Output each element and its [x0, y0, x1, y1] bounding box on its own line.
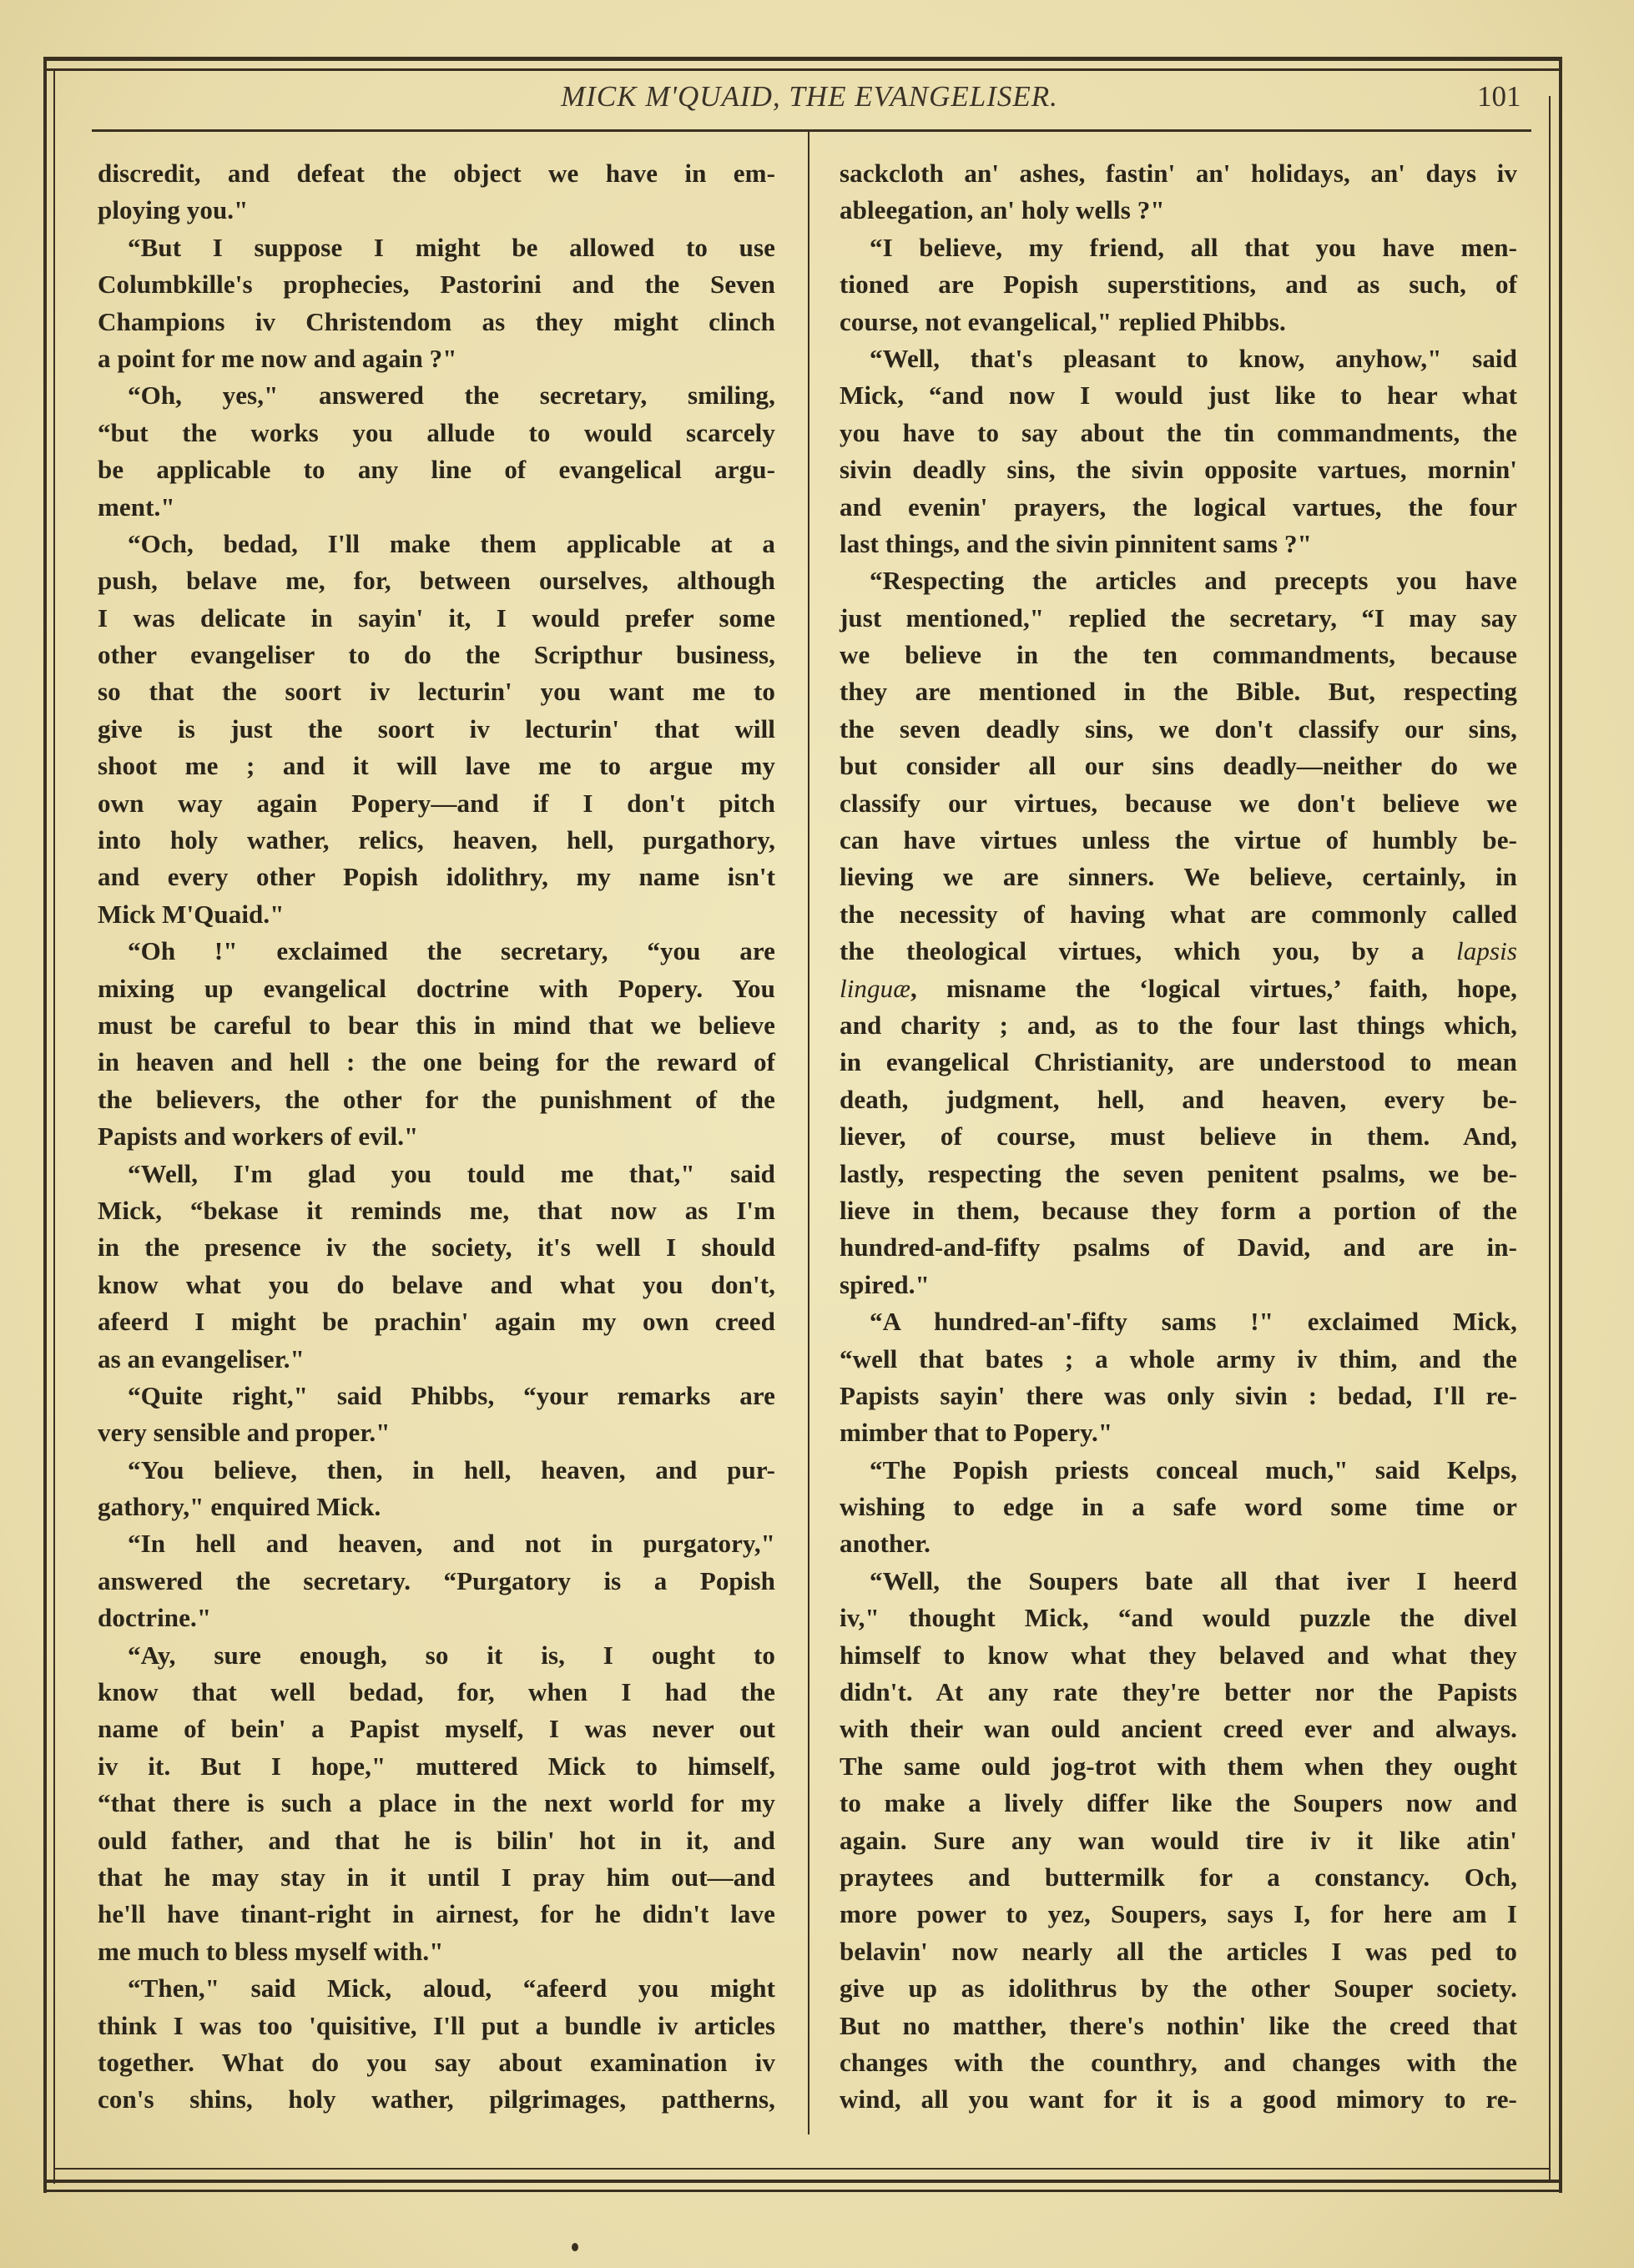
line-text: ould father, and that he is bilin' hot in it, and	[98, 1825, 775, 1855]
line-text: “You believe, then, in hell, heaven, and pur-	[128, 1454, 775, 1484]
text-line	[98, 1859, 775, 1896]
text-line	[98, 377, 775, 414]
line-text: “that there is such a place in the next world for my	[98, 1788, 775, 1818]
text-line	[98, 933, 775, 970]
text-line	[98, 711, 775, 748]
line-text: ploying you."	[98, 195, 249, 225]
text-line	[840, 1785, 1517, 1822]
text-line	[840, 1600, 1517, 1636]
text-line	[840, 1414, 1517, 1451]
line-text: himself to know what they belaved and what they	[840, 1640, 1517, 1670]
text-line	[98, 2008, 775, 2044]
line-text: wishing to edge in a safe word some time or	[840, 1492, 1517, 1522]
line-text: Papists sayin' there was only sivin : bedad, I'll re-	[840, 1380, 1517, 1410]
line-text: but consider all our sins deadly—neither do we	[840, 751, 1517, 781]
line-text: the necessity of having what are commonly called	[840, 899, 1517, 929]
line-text: doctrine."	[98, 1603, 212, 1633]
text-line	[840, 1156, 1517, 1192]
line-text: Mick, “bekase it reminds me, that now as I'm	[98, 1195, 775, 1225]
line-text: discredit, and defeat the object we have in em-	[98, 159, 775, 188]
text-line	[98, 1118, 775, 1155]
text-line	[840, 748, 1517, 784]
text-line	[98, 1229, 775, 1266]
text-line	[840, 859, 1517, 895]
line-text: can have virtues unless the virtue of humbly be-	[840, 825, 1517, 855]
line-text: “A hundred-an'-fifty sams !" exclaimed Mick,	[870, 1307, 1517, 1337]
line-text: that he may stay in it until I pray him out—and	[98, 1862, 775, 1892]
text-line	[840, 1118, 1517, 1155]
text-line	[98, 1822, 775, 1859]
top-rule-outer	[43, 57, 1562, 61]
line-text: Mick M'Quaid."	[98, 899, 285, 929]
text-line	[840, 1081, 1517, 1118]
right-rule-outer	[1559, 57, 1562, 2193]
text-line	[840, 489, 1517, 526]
line-text: “Well, the Soupers bate all that iver I heerd	[870, 1565, 1517, 1595]
running-header-title: MICK M'QUAID, THE EVANGELISER.	[561, 80, 1058, 113]
line-text: give is just the soort iv lecturin' that will	[98, 713, 775, 743]
text-line	[840, 1822, 1517, 1859]
text-line	[840, 1637, 1517, 1674]
left-rule-inner	[53, 68, 55, 2184]
text-line	[840, 1525, 1517, 1562]
text-line	[840, 1229, 1517, 1266]
line-text: Papists and workers of evil."	[98, 1121, 419, 1152]
line-text: into holy wather, relics, heaven, hell, purgathory,	[98, 825, 775, 855]
text-line	[98, 748, 775, 784]
text-line	[98, 896, 775, 933]
text-line	[98, 526, 775, 562]
text-line	[840, 266, 1517, 303]
text-line	[98, 1896, 775, 1933]
top-rule-inner	[43, 68, 1562, 71]
line-text: “Och, bedad, I'll make them applicable at a	[128, 528, 775, 558]
text-line	[840, 822, 1517, 859]
text-line	[98, 1192, 775, 1229]
text-line	[98, 1414, 775, 1451]
line-text: “Oh, yes," answered the secretary, smiling,	[128, 381, 775, 411]
text-line	[98, 637, 775, 673]
line-text: we believe in the ten commandments, because	[840, 640, 1517, 670]
text-line	[98, 859, 775, 895]
text-line	[840, 1192, 1517, 1229]
line-text: and evenin' prayers, the logical vartues, the four	[840, 491, 1517, 522]
line-text: “Then," said Mick, aloud, “afeerd you might	[128, 1973, 775, 2003]
line-text: so that the soort iv lecturin' you want me to	[98, 677, 775, 707]
line-text: ment."	[98, 491, 175, 522]
text-line	[840, 2008, 1517, 2044]
line-text: push, belave me, for, between ourselves, although	[98, 566, 775, 596]
line-text: I was delicate in sayin' it, I would prefer some	[98, 602, 775, 633]
line-text: “The Popish priests conceal much," said Kelps,	[870, 1454, 1517, 1484]
text-line	[840, 377, 1517, 414]
right-rule-inner	[1549, 96, 1551, 2182]
line-text: didn't. At any rate they're better nor the Papists	[840, 1677, 1517, 1707]
text-line	[98, 1489, 775, 1525]
bottom-rule-inner	[55, 2168, 1549, 2170]
text-line	[98, 2081, 775, 2118]
line-text: “Well, that's pleasant to know, anyhow," said	[870, 343, 1517, 373]
line-text: in the presence iv the society, it's well I should	[98, 1232, 775, 1263]
column-divider	[808, 132, 809, 2134]
line-text: “well that bates ; a whole army iv thim, and the	[840, 1343, 1517, 1373]
line-text: gathory," enquired Mick.	[98, 1492, 381, 1522]
bottom-rule-outer	[43, 2190, 1562, 2192]
text-line	[98, 2044, 775, 2081]
text-line	[98, 822, 775, 859]
text-line	[98, 192, 775, 229]
line-text: as an evangeliser."	[98, 1343, 305, 1373]
text-line	[840, 451, 1517, 488]
line-text: last things, and the sivin pinnitent sams ?"	[840, 528, 1312, 558]
line-text: Mick, “and now I would just like to hear what	[840, 381, 1517, 411]
text-line	[840, 1341, 1517, 1378]
text-line	[840, 1303, 1517, 1340]
right-column	[840, 155, 1517, 2119]
text-line	[840, 933, 1517, 970]
text-line	[98, 1637, 775, 1674]
text-line	[840, 1748, 1517, 1785]
text-line	[840, 1896, 1517, 1933]
line-text: answered the secretary. “Purgatory is a Popish	[98, 1565, 775, 1595]
line-text: just mentioned," replied the secretary, “I may say	[840, 602, 1517, 633]
line-text: know what you do belave and what you don't,	[98, 1269, 775, 1299]
line-text: with their wan ould ancient creed ever and always.	[840, 1714, 1517, 1744]
left-column	[98, 155, 775, 2119]
line-text: iv," thought Mick, “and would puzzle the divel	[840, 1603, 1517, 1633]
line-text: more power to yez, Soupers, says I, for here am I	[840, 1899, 1517, 1929]
line-text: mimber that to Popery."	[840, 1418, 1113, 1448]
line-text: Champions iv Christendom as they might clinch	[98, 306, 775, 336]
line-text: very sensible and proper."	[98, 1418, 391, 1448]
line-text: wind, all you want for it is a good mimory to re-	[840, 2084, 1517, 2114]
text-line	[98, 451, 775, 488]
text-line	[98, 1563, 775, 1600]
line-text: belavin' now nearly all the articles I was ped to	[840, 1936, 1517, 1966]
line-text: But no matther, there's nothin' like the creed that	[840, 2010, 1517, 2040]
text-line	[840, 1563, 1517, 1600]
text-line	[98, 673, 775, 710]
line-text: in evangelical Christianity, are understood to mean	[840, 1047, 1517, 1077]
text-line	[840, 1378, 1517, 1414]
text-line	[98, 1156, 775, 1192]
text-line	[98, 1600, 775, 1636]
text-line	[840, 711, 1517, 748]
line-text: “Ay, sure enough, so it is, I ought to	[128, 1640, 775, 1670]
text-line	[98, 785, 775, 822]
line-text: they are mentioned in the Bible. But, respecting	[840, 677, 1517, 707]
text-line	[98, 340, 775, 377]
line-text: a point for me now and again ?"	[98, 343, 457, 373]
line-text: lieving we are sinners. We believe, certainly, in	[840, 862, 1517, 892]
text-line	[840, 2044, 1517, 2081]
bottom-rule-middle	[47, 2180, 1559, 2183]
line-text: together. What do you say about examination iv	[98, 2047, 775, 2077]
text-line	[98, 600, 775, 637]
line-text: know that well bedad, for, when I had the	[98, 1677, 775, 1707]
text-line	[98, 562, 775, 599]
italic-text: lapsis	[1456, 936, 1517, 966]
line-text: “Well, I'm glad you tould me that," said	[128, 1158, 775, 1188]
text-line	[98, 1933, 775, 1970]
line-text: “But I suppose I might be allowed to use	[128, 232, 775, 262]
line-text: sackcloth an' ashes, fastin' an' holidays, an' days iv	[840, 159, 1517, 188]
text-line	[840, 1970, 1517, 2007]
text-line	[840, 1452, 1517, 1489]
line-text: spired."	[840, 1269, 930, 1299]
line-text: other evangeliser to do the Scripthur business,	[98, 640, 775, 670]
line-text: afeerd I might be prachin' again my own creed	[98, 1307, 775, 1337]
line-text: death, judgment, hell, and heaven, every be-	[840, 1084, 1517, 1114]
line-text: “In hell and heaven, and not in purgatory,"	[128, 1529, 775, 1559]
text-line	[840, 304, 1517, 340]
line-text: lieve in them, because they form a portion of the	[840, 1195, 1517, 1225]
text-line	[840, 155, 1517, 192]
line-text: “Oh !" exclaimed the secretary, “you are	[128, 936, 775, 966]
ink-speck	[572, 2243, 578, 2251]
left-rule-outer	[43, 57, 47, 2193]
line-text: another.	[840, 1529, 931, 1559]
line-text: in heaven and hell : the one being for the reward of	[98, 1047, 775, 1077]
line-text: own way again Popery—and if I don't pitch	[98, 788, 775, 818]
line-text: the theological virtues, which you, by a	[840, 936, 1457, 966]
text-line	[840, 637, 1517, 673]
text-line	[98, 415, 775, 451]
text-line	[840, 1267, 1517, 1303]
line-text: “but the works you allude to would scarcely	[98, 417, 775, 447]
line-text: must be careful to bear this in mind that we believe	[98, 1010, 775, 1040]
line-text: and every other Popish idolithry, my name isn't	[98, 862, 775, 892]
text-line	[98, 1007, 775, 1044]
line-text: con's shins, holy wather, pilgrimages, pattherns,	[98, 2084, 775, 2114]
line-text: “I believe, my friend, all that you have men-	[870, 232, 1517, 262]
text-line	[840, 600, 1517, 637]
line-text: again. Sure any wan would tire iv it like atin'	[840, 1825, 1517, 1855]
line-text: The same ould jog-trot with them when they ought	[840, 1751, 1517, 1781]
text-line	[840, 415, 1517, 451]
line-text: “Respecting the articles and precepts you have	[870, 566, 1517, 596]
text-line	[98, 1785, 775, 1822]
text-line	[840, 192, 1517, 229]
line-text: liever, of course, must believe in them. And,	[840, 1121, 1517, 1152]
text-line	[98, 970, 775, 1007]
text-line	[98, 1044, 775, 1081]
text-line	[98, 1341, 775, 1378]
line-text: to make a lively differ like the Soupers now and	[840, 1788, 1517, 1818]
line-text: you have to say about the tin commandments, the	[840, 417, 1517, 447]
text-line	[98, 304, 775, 340]
text-line	[840, 970, 1517, 1007]
text-line	[98, 1081, 775, 1118]
line-text: give up as idolithrus by the other Souper society.	[840, 1973, 1517, 2003]
line-text: Columbkille's prophecies, Pastorini and the Seven	[98, 270, 775, 300]
text-line	[98, 1378, 775, 1414]
text-line	[840, 1933, 1517, 1970]
text-line	[98, 1674, 775, 1711]
line-text: iv it. But I hope," muttered Mick to himself,	[98, 1751, 775, 1781]
line-text: think I was too 'quisitive, I'll put a bundle iv articles	[98, 2010, 775, 2040]
line-text: , misname the ‘logical virtues,’ faith, hope,	[910, 973, 1517, 1003]
line-text: “Quite right," said Phibbs, “your remarks are	[128, 1380, 775, 1410]
line-text: he'll have tinant-right in airnest, for he didn't lave	[98, 1899, 775, 1929]
line-text: ableegation, an' holy wells ?"	[840, 195, 1165, 225]
text-line	[98, 1452, 775, 1489]
text-line	[98, 1711, 775, 1747]
text-line	[98, 489, 775, 526]
line-text: lastly, respecting the seven penitent psalms, we be-	[840, 1158, 1517, 1188]
line-text: shoot me ; and it will lave me to argue my	[98, 751, 775, 781]
text-line	[840, 896, 1517, 933]
line-text: hundred-and-fifty psalms of David, and are in-	[840, 1232, 1517, 1263]
line-text: sivin deadly sins, the sivin opposite vartues, mornin'	[840, 455, 1517, 485]
line-text: mixing up evangelical doctrine with Popery. You	[98, 973, 775, 1003]
header-rule	[92, 129, 1531, 132]
text-line	[98, 1970, 775, 2007]
text-line	[840, 526, 1517, 562]
text-line	[840, 1859, 1517, 1896]
line-text: me much to bless myself with."	[98, 1936, 444, 1966]
text-line	[98, 1525, 775, 1562]
line-text: the seven deadly sins, we don't classify our sins,	[840, 713, 1517, 743]
text-line	[840, 1489, 1517, 1525]
line-text: changes with the counthry, and changes with the	[840, 2047, 1517, 2077]
line-text: the believers, the other for the punishment of the	[98, 1084, 775, 1114]
text-line	[840, 1674, 1517, 1711]
text-line	[840, 1044, 1517, 1081]
text-line	[840, 785, 1517, 822]
line-text: be applicable to any line of evangelical argu-	[98, 455, 775, 485]
text-line	[840, 340, 1517, 377]
line-text: classify our virtues, because we don't believe we	[840, 788, 1517, 818]
text-line	[840, 1007, 1517, 1044]
line-text: and charity ; and, as to the four last things which,	[840, 1010, 1517, 1040]
text-line	[840, 673, 1517, 710]
text-line	[840, 562, 1517, 599]
line-text: name of bein' a Papist myself, I was never out	[98, 1714, 775, 1744]
text-line	[840, 229, 1517, 266]
text-line	[98, 155, 775, 192]
line-text: praytees and buttermilk for a constancy. Och,	[840, 1862, 1517, 1892]
page-number: 101	[1477, 80, 1521, 113]
text-line	[98, 266, 775, 303]
line-text: tioned are Popish superstitions, and as such, of	[840, 270, 1517, 300]
text-line	[98, 229, 775, 266]
text-line	[840, 2081, 1517, 2118]
italic-text: linguæ	[840, 973, 911, 1003]
line-text: course, not evangelical," replied Phibbs.	[840, 306, 1286, 336]
text-line	[98, 1267, 775, 1303]
text-line	[98, 1303, 775, 1340]
text-line	[840, 1711, 1517, 1747]
text-line	[98, 1748, 775, 1785]
